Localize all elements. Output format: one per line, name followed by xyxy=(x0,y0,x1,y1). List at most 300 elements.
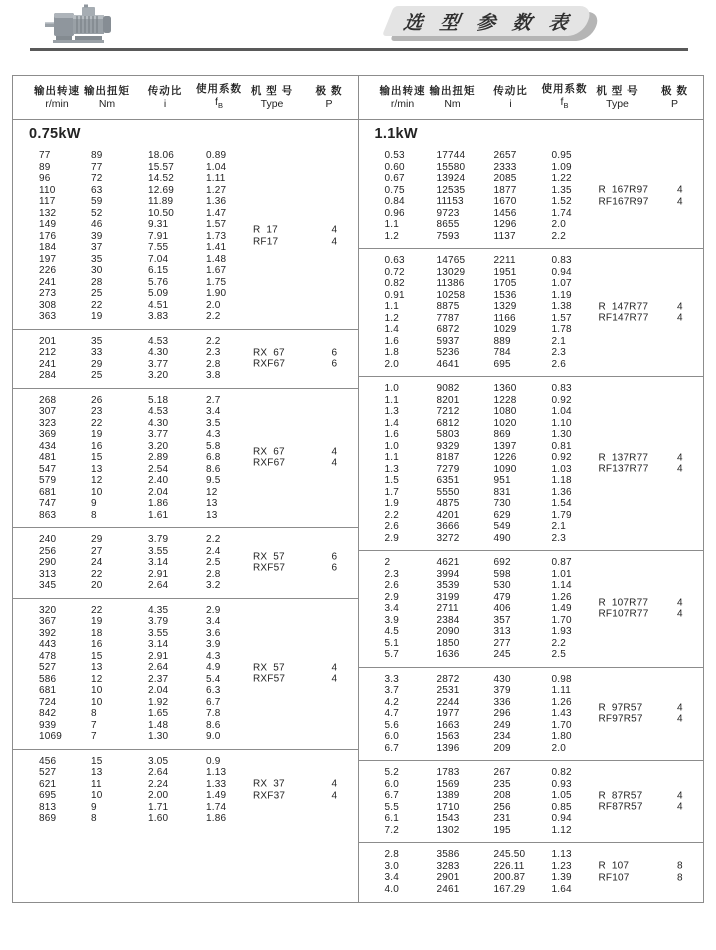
cell-service-factor: 6.3 xyxy=(206,685,221,696)
cell-torque: 16 xyxy=(91,639,103,650)
cell-speed: 89 xyxy=(39,161,51,173)
cell-torque: 11153 xyxy=(436,196,464,207)
cell-speed: 4.2 xyxy=(384,696,400,708)
cell-ratio: 1080 xyxy=(493,406,517,417)
type-label: R 107 xyxy=(598,860,630,872)
cell-torque: 33 xyxy=(91,347,103,358)
cell-torque: 8875 xyxy=(436,301,460,312)
cell-speed: 5.6 xyxy=(384,719,400,731)
table-row xyxy=(385,173,704,185)
cell-ratio: 2.91 xyxy=(148,568,169,580)
gear-motor-image xyxy=(44,3,124,47)
cell-torque: 46 xyxy=(91,219,103,230)
pole-count: 6 xyxy=(331,551,337,563)
cell-torque: 52 xyxy=(91,207,103,219)
data-block xyxy=(13,527,358,598)
cell-ratio: 1.30 xyxy=(148,731,169,742)
cell-service-factor: 2.5 xyxy=(551,649,567,660)
type-line xyxy=(599,702,683,714)
cell-torque: 1302 xyxy=(436,824,460,836)
cell-speed: 6.7 xyxy=(384,742,400,754)
table-row xyxy=(385,521,704,533)
cell-service-factor: 1.43 xyxy=(551,708,572,719)
cell-ratio: 1090 xyxy=(493,463,517,475)
type-line xyxy=(599,872,683,884)
cell-ratio: 245.50 xyxy=(493,849,526,860)
table-row xyxy=(39,756,358,768)
cell-speed: 110 xyxy=(39,184,56,196)
table-row xyxy=(39,336,358,348)
data-block xyxy=(13,598,358,749)
table-row xyxy=(39,418,358,430)
table-row xyxy=(385,743,704,755)
column-header-unit: Type xyxy=(260,97,284,110)
cell-service-factor: 2.2 xyxy=(206,311,221,322)
cell-speed: 2.2 xyxy=(384,509,400,521)
cell-torque: 24 xyxy=(91,557,103,568)
cell-torque: 12535 xyxy=(436,184,466,196)
cell-ratio: 6.15 xyxy=(148,265,169,276)
cell-speed: 290 xyxy=(39,557,57,568)
cell-speed: 0.91 xyxy=(384,289,405,301)
cell-speed: 2.8 xyxy=(384,849,400,860)
cell-speed: 842 xyxy=(39,708,57,719)
cell-ratio: 277 xyxy=(493,637,511,649)
table-row xyxy=(39,708,358,720)
cell-torque: 10 xyxy=(91,685,103,696)
cell-service-factor: 1.12 xyxy=(551,824,572,836)
unit-base: f xyxy=(215,95,218,108)
cell-ratio: 1.65 xyxy=(148,708,169,719)
cell-ratio: 9.31 xyxy=(148,219,169,230)
type-line xyxy=(599,185,683,197)
type-group xyxy=(253,662,337,685)
column-header-poles xyxy=(305,76,353,119)
cell-torque: 15 xyxy=(91,755,103,767)
cell-speed: 586 xyxy=(39,673,57,685)
power-section xyxy=(358,76,704,902)
cell-ratio: 869 xyxy=(493,429,511,440)
type-line xyxy=(599,597,683,609)
cell-torque: 13 xyxy=(91,662,103,673)
type-group xyxy=(253,225,337,248)
cell-ratio: 2.54 xyxy=(148,463,169,475)
cell-service-factor: 3.4 xyxy=(206,406,221,417)
type-line xyxy=(253,225,337,237)
type-line xyxy=(599,464,683,476)
cell-torque: 9329 xyxy=(436,440,460,452)
table-row xyxy=(39,429,358,441)
cell-speed: 1.0 xyxy=(384,383,400,394)
cell-ratio: 313 xyxy=(493,626,511,637)
pole-count: 8 xyxy=(676,872,683,883)
column-header-label: 使用系数 xyxy=(196,82,242,95)
cell-ratio: 4.53 xyxy=(148,335,169,347)
table-row xyxy=(39,731,358,743)
cell-service-factor: 0.92 xyxy=(551,394,572,406)
table-row xyxy=(385,510,704,522)
cell-service-factor: 1.36 xyxy=(551,486,572,498)
table-body xyxy=(13,76,703,902)
table-row xyxy=(385,813,704,825)
type-group xyxy=(599,185,683,208)
cell-ratio: 2.64 xyxy=(148,580,169,591)
cell-ratio: 1296 xyxy=(493,219,517,230)
type-label: R 97R57 xyxy=(598,702,643,714)
cell-torque: 22 xyxy=(91,604,103,616)
cell-speed: 1.8 xyxy=(384,347,400,358)
cell-service-factor: 9.0 xyxy=(206,731,221,742)
cell-service-factor: 1.35 xyxy=(551,184,572,196)
cell-service-factor: 3.4 xyxy=(206,616,221,627)
type-group xyxy=(599,301,683,324)
type-label: RX 37 xyxy=(253,778,285,790)
type-label: RXF57 xyxy=(253,673,286,685)
cell-torque: 29 xyxy=(91,358,103,370)
table-row xyxy=(385,441,704,453)
cell-service-factor: 0.83 xyxy=(551,255,572,266)
cell-torque: 3283 xyxy=(436,860,460,872)
cell-speed: 369 xyxy=(39,429,57,440)
column-header-unit: r/min xyxy=(390,97,415,110)
type-line xyxy=(599,861,683,873)
cell-service-factor: 1.33 xyxy=(206,778,227,790)
cell-service-factor: 1.11 xyxy=(206,173,226,184)
type-label: RXF37 xyxy=(253,790,286,801)
cell-torque: 15 xyxy=(91,650,103,662)
cell-ratio: 1705 xyxy=(493,278,517,289)
column-header-ratio xyxy=(139,76,191,119)
table-row xyxy=(39,173,358,185)
cell-speed: 5.2 xyxy=(384,767,400,778)
pole-count: 4 xyxy=(331,662,337,673)
cell-torque: 7 xyxy=(91,731,97,742)
cell-speed: 939 xyxy=(39,719,57,731)
cell-speed: 268 xyxy=(39,394,57,406)
table-row xyxy=(39,406,358,418)
cell-service-factor: 0.95 xyxy=(551,150,572,161)
cell-service-factor: 1.49 xyxy=(551,603,572,614)
cell-ratio: 3.55 xyxy=(148,627,169,639)
type-line xyxy=(253,236,337,248)
cell-ratio: 12.69 xyxy=(148,184,175,196)
cell-service-factor: 1.22 xyxy=(551,173,572,184)
cell-ratio: 3.20 xyxy=(148,440,169,452)
pole-count: 4 xyxy=(676,790,683,801)
table-row xyxy=(39,767,358,779)
cell-ratio: 234 xyxy=(493,731,511,742)
cell-ratio: 4.53 xyxy=(148,406,169,417)
cell-torque: 8187 xyxy=(436,452,460,463)
cell-speed: 527 xyxy=(39,767,57,778)
table-row xyxy=(39,580,358,592)
cell-service-factor: 1.79 xyxy=(551,509,572,521)
cell-torque: 19 xyxy=(91,311,103,322)
cell-service-factor: 2.0 xyxy=(551,219,567,230)
type-group xyxy=(599,861,683,884)
cell-speed: 1.6 xyxy=(384,335,400,347)
cell-service-factor: 12 xyxy=(206,486,218,498)
cell-speed: 5.7 xyxy=(384,649,400,660)
cell-speed: 1.6 xyxy=(384,429,400,440)
cell-service-factor: 1.10 xyxy=(551,417,572,429)
column-header-unit: i xyxy=(163,97,167,110)
cell-speed: 201 xyxy=(39,335,57,347)
cell-torque: 9 xyxy=(91,801,97,813)
cell-speed: 443 xyxy=(39,639,57,650)
section-content xyxy=(359,120,704,902)
cell-speed: 579 xyxy=(39,475,57,486)
cell-service-factor: 4.3 xyxy=(206,650,221,662)
table-row xyxy=(39,208,358,220)
page-header xyxy=(0,0,716,75)
cell-speed: 197 xyxy=(39,253,57,265)
cell-ratio: 1.61 xyxy=(148,509,169,521)
cell-ratio: 490 xyxy=(493,532,511,544)
cell-service-factor: 1.54 xyxy=(551,498,572,509)
cell-service-factor: 1.93 xyxy=(551,626,572,637)
cell-speed: 184 xyxy=(39,242,57,253)
cell-ratio: 336 xyxy=(493,696,511,708)
cell-speed: 869 xyxy=(39,813,57,824)
cell-torque: 5803 xyxy=(436,429,460,440)
cell-ratio: 5.76 xyxy=(148,276,169,288)
cell-service-factor: 1.74 xyxy=(206,801,227,813)
cell-torque: 10 xyxy=(91,486,103,498)
cell-service-factor: 1.26 xyxy=(551,696,572,708)
cell-service-factor: 1.47 xyxy=(206,207,227,219)
column-header-label: 使用系数 xyxy=(541,82,588,95)
cell-speed: 7.2 xyxy=(384,824,400,836)
cell-ratio: 1.86 xyxy=(148,498,169,509)
table-row xyxy=(39,628,358,640)
pole-count: 4 xyxy=(676,312,683,324)
cell-ratio: 3.77 xyxy=(148,358,169,370)
type-line xyxy=(253,662,337,674)
cell-ratio: 1397 xyxy=(493,440,517,452)
cell-service-factor: 2.2 xyxy=(206,335,221,347)
column-header-torque xyxy=(75,76,139,119)
cell-ratio: 2.89 xyxy=(148,452,169,463)
cell-service-factor: 2.2 xyxy=(551,637,567,649)
cell-service-factor: 1.57 xyxy=(206,219,227,230)
column-header-unit: i xyxy=(509,97,512,110)
cell-service-factor: 1.78 xyxy=(551,324,572,335)
cell-ratio: 7.04 xyxy=(148,253,169,265)
cell-torque: 29 xyxy=(91,534,103,545)
cell-torque: 5236 xyxy=(436,347,460,358)
table-row xyxy=(385,219,704,231)
type-line xyxy=(599,802,683,814)
selection-parameter-table xyxy=(12,75,704,903)
cell-torque: 19 xyxy=(91,616,103,627)
cell-speed: 1.1 xyxy=(384,219,400,230)
cell-speed: 3.9 xyxy=(384,614,400,626)
column-header-ratio xyxy=(485,76,537,119)
column-header-label: 输出转速 xyxy=(379,84,426,97)
cell-ratio: 692 xyxy=(493,557,511,568)
cell-service-factor: 1.39 xyxy=(551,872,572,883)
cell-ratio: 831 xyxy=(493,486,511,498)
table-row xyxy=(385,255,704,267)
cell-torque: 19 xyxy=(91,429,103,440)
cell-service-factor: 0.87 xyxy=(551,557,572,568)
title-banner xyxy=(382,6,594,36)
pole-count: 4 xyxy=(331,778,337,790)
cell-torque: 3272 xyxy=(436,532,460,544)
cell-torque: 16 xyxy=(91,440,103,452)
cell-service-factor: 1.90 xyxy=(206,288,227,299)
table-row xyxy=(385,649,704,661)
cell-torque: 18 xyxy=(91,627,103,639)
data-block xyxy=(359,667,704,761)
table-row xyxy=(385,395,704,407)
cell-speed: 1.1 xyxy=(384,394,400,406)
cell-service-factor: 13 xyxy=(206,498,218,509)
cell-torque: 6872 xyxy=(436,324,460,335)
cell-ratio: 784 xyxy=(493,347,511,358)
cell-ratio: 695 xyxy=(493,358,511,370)
cell-ratio: 1226 xyxy=(493,452,517,463)
type-label: RF97R57 xyxy=(598,713,643,725)
type-label: R 137R77 xyxy=(598,452,649,463)
cell-speed: 4.0 xyxy=(384,883,400,895)
cell-torque: 35 xyxy=(91,253,103,265)
cell-service-factor: 1.75 xyxy=(206,276,227,288)
cell-torque: 3994 xyxy=(436,568,460,580)
cell-ratio: 3.79 xyxy=(148,534,169,545)
cell-service-factor: 2.0 xyxy=(206,299,221,311)
cell-service-factor: 2.3 xyxy=(551,347,567,358)
cell-service-factor: 7.8 xyxy=(206,708,221,719)
cell-ratio: 2085 xyxy=(493,173,517,184)
cell-ratio: 1536 xyxy=(493,289,517,301)
cell-ratio: 296 xyxy=(493,708,511,719)
cell-torque: 2531 xyxy=(436,685,460,696)
table-row xyxy=(39,265,358,277)
cell-service-factor: 1.19 xyxy=(551,289,572,301)
cell-torque: 39 xyxy=(91,230,103,242)
cell-service-factor: 1.03 xyxy=(551,463,572,475)
cell-ratio: 209 xyxy=(493,742,511,754)
cell-service-factor: 1.70 xyxy=(551,719,572,731)
table-row xyxy=(39,487,358,499)
table-row xyxy=(39,685,358,697)
cell-torque: 25 xyxy=(91,288,103,299)
cell-ratio: 4.30 xyxy=(148,417,169,429)
table-row xyxy=(385,884,704,896)
cell-speed: 3.4 xyxy=(384,872,400,883)
table-row xyxy=(385,767,704,779)
cell-speed: 863 xyxy=(39,509,57,521)
table-row xyxy=(39,802,358,814)
cell-speed: 0.53 xyxy=(384,150,405,161)
table-row xyxy=(385,359,704,371)
cell-service-factor: 3.2 xyxy=(206,580,221,591)
table-row xyxy=(39,185,358,197)
cell-speed: 478 xyxy=(39,650,57,662)
cell-service-factor: 0.9 xyxy=(206,755,221,767)
power-label: 0.75kW xyxy=(29,126,81,142)
cell-service-factor: 0.82 xyxy=(551,767,572,778)
cell-speed: 323 xyxy=(39,417,57,429)
pole-count: 4 xyxy=(676,608,683,620)
cell-ratio: 208 xyxy=(493,790,511,801)
column-header-label: 机 型 号 xyxy=(596,84,639,97)
cell-ratio: 195 xyxy=(493,824,511,836)
cell-speed: 0.63 xyxy=(384,255,405,266)
cell-service-factor: 2.9 xyxy=(206,604,221,616)
cell-torque: 2901 xyxy=(436,872,460,883)
cell-speed: 284 xyxy=(39,370,57,381)
cell-torque: 1636 xyxy=(436,649,460,660)
cell-ratio: 730 xyxy=(493,498,511,509)
cell-service-factor: 1.27 xyxy=(206,184,227,196)
cell-service-factor: 1.48 xyxy=(206,253,227,265)
column-header-type xyxy=(589,76,647,119)
cell-torque: 9723 xyxy=(436,207,460,219)
column-header-label: 机 型 号 xyxy=(250,84,294,97)
cell-service-factor: 0.94 xyxy=(551,266,572,278)
type-group xyxy=(599,790,683,813)
cell-speed: 547 xyxy=(39,463,57,475)
cell-ratio: 3.83 xyxy=(148,311,169,322)
cell-speed: 724 xyxy=(39,696,57,708)
type-line xyxy=(599,714,683,726)
cell-torque: 2461 xyxy=(436,883,460,895)
cell-service-factor: 0.81 xyxy=(551,440,572,452)
cell-ratio: 231 xyxy=(493,813,511,824)
table-row xyxy=(385,208,704,220)
cell-torque: 8655 xyxy=(436,219,460,230)
column-header-type xyxy=(243,76,301,119)
cell-torque: 2090 xyxy=(436,626,460,637)
cell-service-factor: 1.13 xyxy=(206,767,227,778)
table-row xyxy=(385,406,704,418)
column-header-torque xyxy=(421,76,485,119)
cell-torque: 13 xyxy=(91,463,103,475)
cell-service-factor: 0.98 xyxy=(551,673,572,685)
cell-speed: 345 xyxy=(39,580,57,591)
cell-torque: 3586 xyxy=(436,849,460,860)
cell-service-factor: 2.3 xyxy=(206,347,221,358)
table-row xyxy=(385,231,704,243)
cell-service-factor: 3.6 xyxy=(206,627,221,639)
cell-ratio: 235 xyxy=(493,778,511,790)
pole-count: 4 xyxy=(676,452,683,463)
cell-speed: 1.0 xyxy=(384,440,400,452)
cell-speed: 2 xyxy=(384,557,391,568)
table-row xyxy=(39,277,358,289)
cell-torque: 28 xyxy=(91,276,103,288)
cell-torque: 13029 xyxy=(436,266,466,278)
table-row xyxy=(385,685,704,697)
cell-speed: 0.96 xyxy=(384,207,405,219)
cell-service-factor: 4.9 xyxy=(206,662,221,673)
cell-service-factor: 13 xyxy=(206,509,218,521)
data-block xyxy=(359,550,704,667)
cell-service-factor: 0.94 xyxy=(551,813,572,824)
cell-service-factor: 5.4 xyxy=(206,673,221,685)
cell-speed: 0.84 xyxy=(384,196,405,207)
cell-speed: 3.0 xyxy=(384,860,400,872)
pole-count: 4 xyxy=(331,457,337,469)
cell-torque: 4621 xyxy=(436,557,460,568)
table-header xyxy=(13,76,358,120)
cell-service-factor: 1.04 xyxy=(551,406,572,417)
cell-speed: 241 xyxy=(39,276,57,288)
table-row xyxy=(385,278,704,290)
